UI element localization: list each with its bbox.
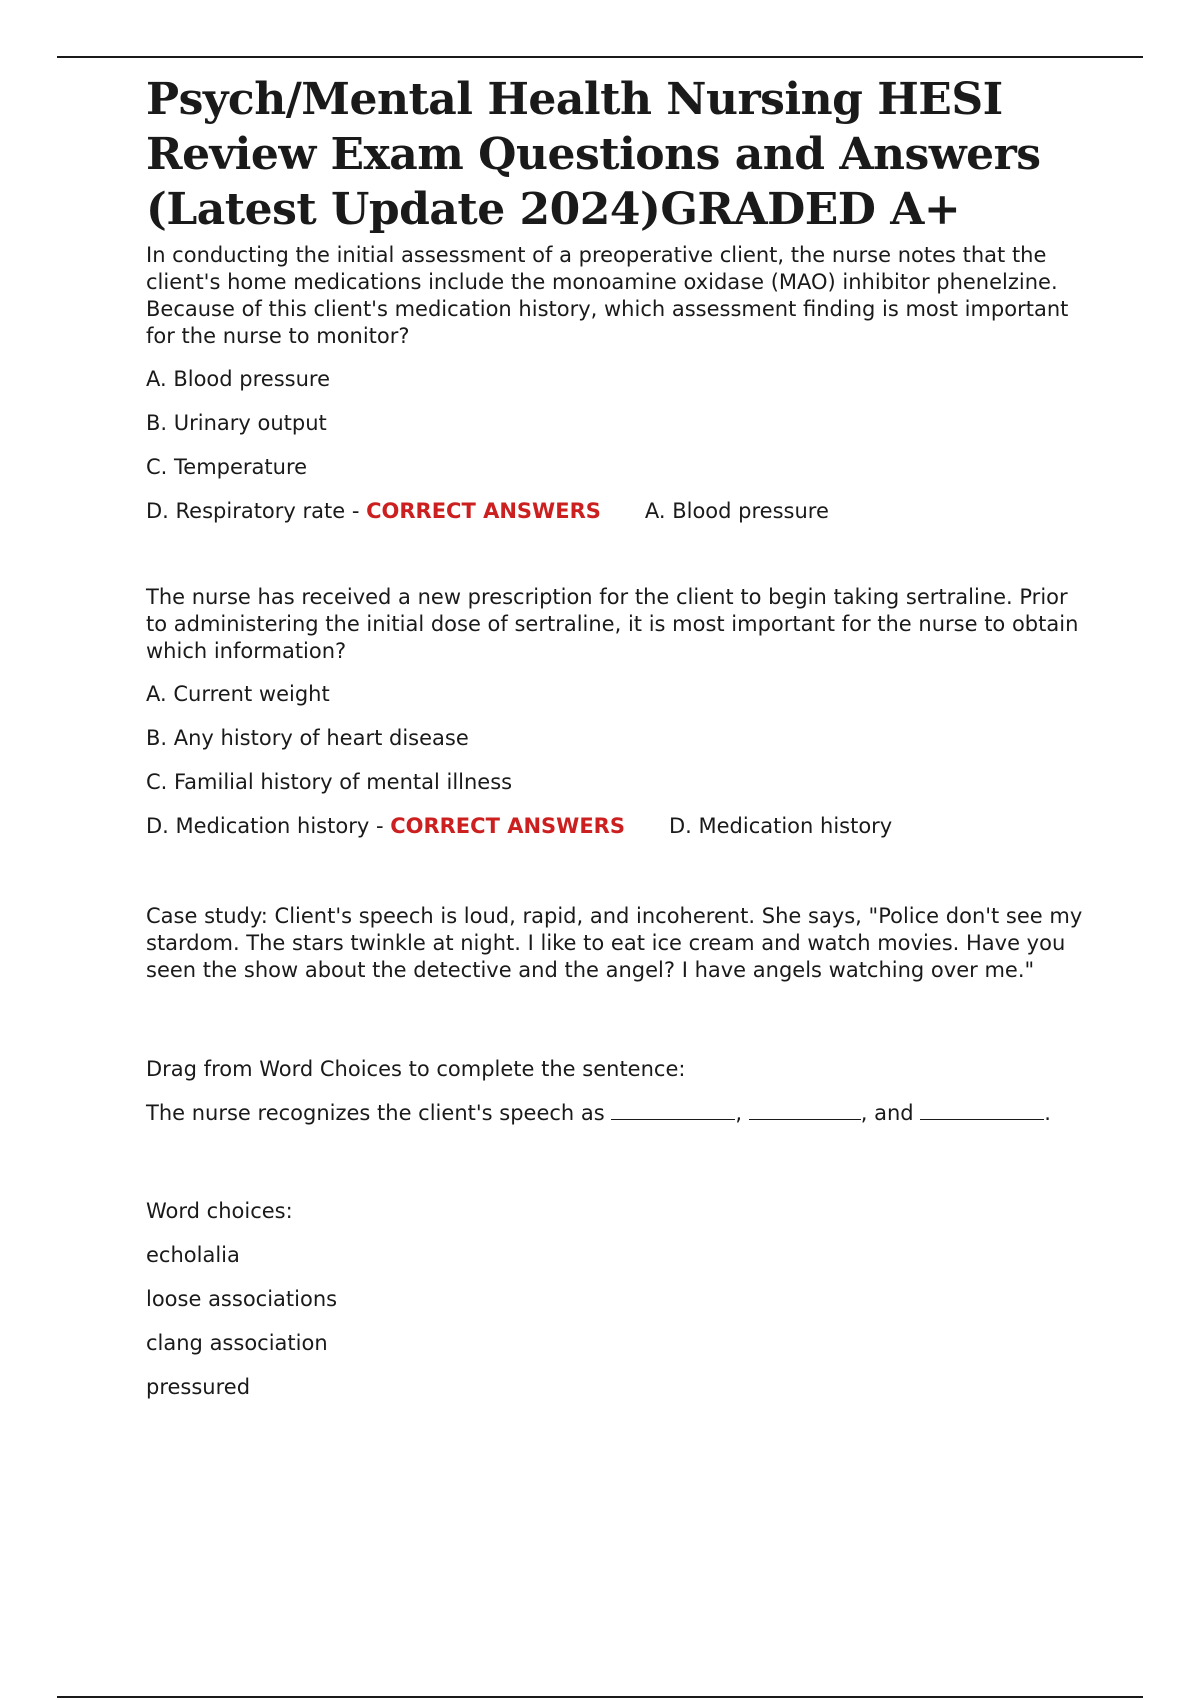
option-d-with-answer <box>146 811 1086 841</box>
separator: , and <box>860 1101 921 1125</box>
word-choices-label: Word choices: <box>146 1199 293 1223</box>
sentence-end: . <box>1044 1101 1051 1125</box>
document-page <box>146 72 1086 1402</box>
case-study-text: Case study: Client's speech is loud, rapid, and incoherent. She says, "Police don't see my stardom. The stars twinkle at night. I like to eat ice cream and watch movies. Have you seen the show about the detective and the angel? I have angels watching over me." <box>146 904 1083 982</box>
top-rule <box>57 56 1143 58</box>
word-choice[interactable]: echolalia <box>146 1243 240 1267</box>
question-2 <box>146 584 1086 841</box>
correct-answer: A. Blood pressure <box>644 499 829 523</box>
bottom-rule <box>57 1696 1143 1698</box>
spacer <box>146 984 1086 1040</box>
word-choice[interactable]: loose associations <box>146 1287 338 1311</box>
option-a: A. Blood pressure <box>146 367 330 391</box>
separator: , <box>735 1101 749 1125</box>
spacer <box>146 841 1086 903</box>
option-b: B. Any history of heart disease <box>146 726 469 750</box>
spacer <box>146 1128 1086 1182</box>
sentence-start: The nurse recognizes the client's speech as <box>146 1101 612 1125</box>
correct-answer: D. Medication history <box>668 814 893 838</box>
option-c: C. Familial history of mental illness <box>146 770 513 794</box>
option-d: D. Medication history - <box>146 814 391 838</box>
blank-1[interactable] <box>611 1099 735 1120</box>
word-choice[interactable]: pressured <box>146 1375 251 1399</box>
option-d: D. Respiratory rate - <box>146 499 367 523</box>
question-stem: In conducting the initial assessment of a preoperative client, the nurse notes that the client's home medications include the monoamine oxidase (MAO) inhibitor phenelzine. Because of this client's medication history, which assessment finding is most important for the nurse to monitor? <box>146 243 1069 348</box>
blank-2[interactable] <box>749 1099 861 1120</box>
blank-3[interactable] <box>920 1099 1044 1120</box>
question-1 <box>146 242 1086 526</box>
option-b: B. Urinary output <box>146 411 327 435</box>
case-study <box>146 903 1086 1402</box>
correct-answers-label: CORRECT ANSWERS <box>390 814 625 838</box>
option-d-with-answer <box>146 496 1086 526</box>
drag-instruction: Drag from Word Choices to complete the sentence: <box>146 1057 686 1081</box>
document-title: Psych/Mental Health Nursing HESI Review Exam Questions and Answers (Latest Update 2024)GRADED A+ <box>146 74 1041 235</box>
fill-in-sentence <box>146 1098 1086 1128</box>
option-c: C. Temperature <box>146 455 308 479</box>
question-stem: The nurse has received a new prescription for the client to begin taking sertraline. Prior to administering the initial dose of sertraline, it is most important for the nurse to obtain which information? <box>146 585 1079 663</box>
correct-answers-label: CORRECT ANSWERS <box>366 499 601 523</box>
option-a: A. Current weight <box>146 682 330 706</box>
word-choice[interactable]: clang association <box>146 1331 328 1355</box>
spacer <box>146 526 1086 584</box>
